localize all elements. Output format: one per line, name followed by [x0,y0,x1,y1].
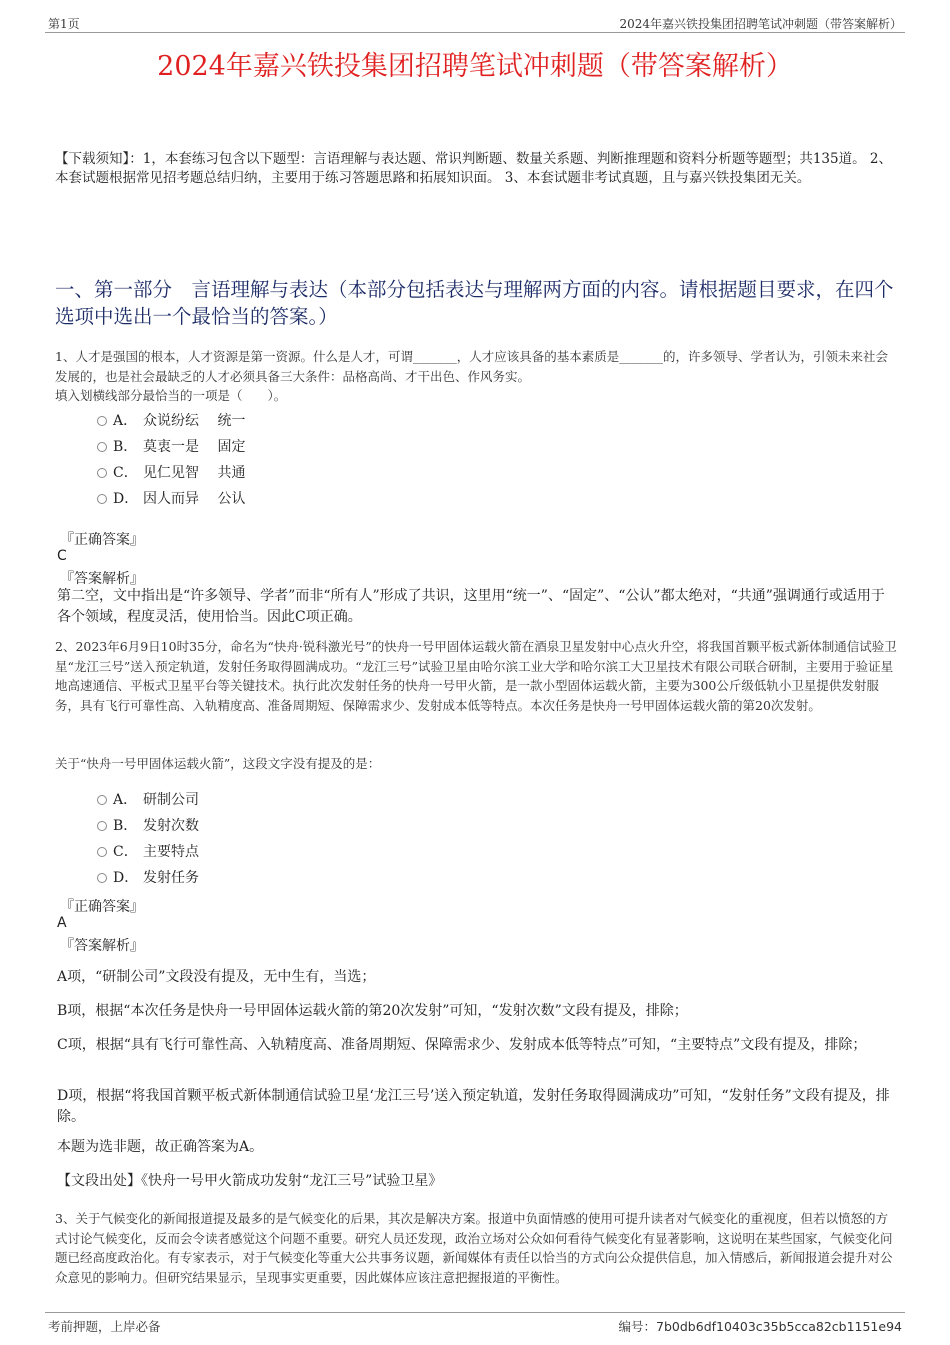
option-text: 主要特点 [143,844,199,860]
q1-option-d[interactable] [97,488,245,508]
q2-option-c[interactable] [97,841,199,861]
option-text: 见仁见智 共通 [143,465,246,481]
q1-answer: C [57,548,67,564]
option-text: 众说纷纭 统一 [143,413,246,429]
option-key: D． [113,870,139,886]
radio-icon[interactable] [97,494,107,504]
option-key: A． [113,792,138,808]
q2-analysis-d: D项，根据“将我国首颗平板式新体制通信试验卫星‘龙江三号’送入预定轨道，发射任务取得圆满成功”可知，“发射任务”文段有提及，排除。 [57,1088,890,1125]
option-key: C． [113,844,138,860]
q2-ask: 关于“快舟一号甲固体运载火箭”，这段文字没有提及的是： [55,756,381,771]
option-text: 发射任务 [143,870,199,886]
q2-analysis-b: B项，根据“本次任务是快舟一号甲固体运载火箭的第20次发射”可知，“发射次数”文段有提及，排除； [57,1003,688,1019]
section-heading: 一、第一部分 言语理解与表达（本部分包括表达与理解两方面的内容。请根据题目要求，在四个选项中选出一个最恰当的答案。） [55,278,894,328]
q1-option-b[interactable] [97,436,245,456]
page-footer [45,1312,905,1335]
q1-option-c[interactable] [97,462,245,482]
q1-stem: 1、人才是强国的根本，人才资源是第一资源。什么是人才，可谓_______，人才应该具备的基本素质是_______的，许多领导、学者认为，引领未来社会发展的，也是社会最缺乏的人才必须具备三大条件：品格高尚、才干出色、作风务实。 [55,349,888,384]
q2-analysis-label: 『答案解析』 [60,938,144,954]
page-header [45,12,905,33]
footer-code-label: 编号： [618,1319,657,1334]
download-notice: 【下载须知】：1，本套练习包含以下题型：言语理解与表达题、常识判断题、数量关系题、判断推理题和资料分析题等题型；共135道。 2、本套试题根据常见招考题总结归纳，主要用于练习答题思路和拓展知识面。 3、本套试题非考试真题，且与嘉兴铁投集团无关。 [55,151,892,186]
q1-analysis: 第二空，文中指出是“许多领导、学者”而非“所有人”形成了共识，这里用“统一”、“固定”、“公认”都太绝对，“共通”强调通行或适用于各个领域，程度灵活，使用恰当。因此C项正确。 [57,588,885,625]
q2-source: 【文段出处】《快舟一号甲火箭成功发射“龙江三号”试验卫星》 [57,1173,443,1189]
q2-option-b[interactable] [97,815,199,835]
q2-correct-label: 『正确答案』 [60,899,144,915]
option-text: 研制公司 [143,792,199,808]
q2-analysis-a: A项，“研制公司”文段没有提及，无中生有，当选； [57,969,376,985]
header-doc-title: 2024年嘉兴铁投集团招聘笔试冲刺题（带答案解析） [619,17,902,31]
option-text: 因人而异 公认 [143,491,246,507]
q2-option-d[interactable] [97,867,199,887]
radio-icon[interactable] [97,416,107,426]
option-key: C． [113,465,138,481]
radio-icon[interactable] [97,847,107,857]
option-text: 莫衷一是 固定 [143,439,246,455]
radio-icon[interactable] [97,821,107,831]
q2-answer: A [57,915,67,931]
option-key: A． [113,413,138,429]
option-key: D． [113,491,139,507]
option-key: B． [113,818,138,834]
radio-icon[interactable] [97,873,107,883]
q1-analysis-label: 『答案解析』 [60,571,144,587]
radio-icon[interactable] [97,468,107,478]
q1-correct-label: 『正确答案』 [60,532,144,548]
q1-ask: 填入划横线部分最恰当的一项是（ ）。 [55,388,287,403]
page-number: 第1页 [48,17,80,31]
radio-icon[interactable] [97,795,107,805]
q2-option-a[interactable] [97,789,199,809]
radio-icon[interactable] [97,442,107,452]
q2-stem: 2、2023年6月9日10时35分，命名为“快舟·锐科激光号”的快舟一号甲固体运载火箭在酒泉卫星发射中心点火升空，将我国首颗平板式新体制通信试验卫星“龙江三号”送入预定轨道，发射任务取得圆满成功。“龙江三号”试验卫星由哈尔滨工业大学和哈尔滨工大卫星技术有限公司联合研制，主要用于验证星地高速通信、平板式卫星平台等关键技术。执行此次发射任务的快舟一号甲火箭，是一款小型固体运载火箭，主要为300公斤级低轨小卫星提供发射服务，具有飞行可靠性高、入轨精度高、准备周期短、保障需求少、发射成本低等特点。本次任务是快舟一号甲固体运载火箭的第20次发射。 [55,639,897,713]
option-key: B． [113,439,138,455]
footer-slogan: 考前押题，上岸必备 [48,1319,161,1334]
q3-stem: 3、关于气候变化的新闻报道提及最多的是气候变化的后果，其次是解决方案。报道中负面情感的使用可提升读者对气候变化的重视度，但若以愤怒的方式讨论气候变化，反而会令读者感觉这个问题不重要。研究人员还发现，政治立场对公众如何看待气候变化有显著影响，这说明在某些国家，气候变化问题已经高度政治化。有专家表示，对于气候变化等重大公共事务议题，新闻媒体有责任以恰当的方式向公众提供信息，加入情感后，新闻报道会提升对公众意见的影响力。但研究结果显示，呈现事实更重要，因此媒体应该注意把握报道的平衡性。 [55,1211,893,1285]
q2-analysis-c: C项，根据“具有飞行可靠性高、入轨精度高、准备周期短、保障需求少、发射成本低等特点”可知，“主要特点”文段有提及，排除； [57,1037,867,1053]
footer-code [619,1317,902,1335]
page-title: 2024年嘉兴铁投集团招聘笔试冲刺题（带答案解析） [157,51,793,82]
q2-conclusion: 本题为选非题，故正确答案为A。 [57,1139,264,1155]
option-text: 发射次数 [143,818,199,834]
footer-code-value: 7b0db6df10403c35b5cca82cb1151e94 [656,1319,902,1334]
q1-option-a[interactable] [97,410,245,430]
